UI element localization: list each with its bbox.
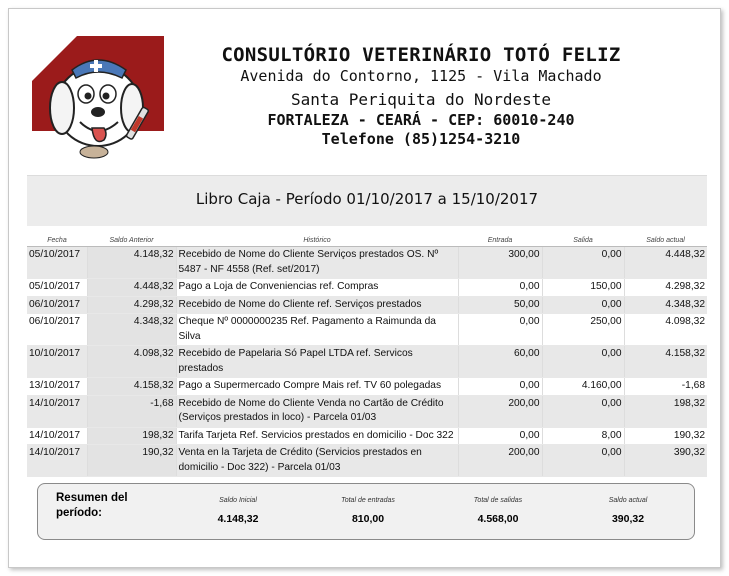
cell-fecha: 05/10/2017 <box>27 247 87 279</box>
summary-saldo-actual-label: Saldo actual <box>608 497 648 504</box>
cell-saldo-anterior: 4.148,32 <box>87 247 176 279</box>
clinic-name: CONSULTÓRIO VETERINÁRIO TOTÓ FELIZ <box>221 44 621 66</box>
cell-salida: 0,00 <box>542 296 624 314</box>
table-row <box>27 296 707 314</box>
clinic-header <box>177 43 665 149</box>
cell-salida: 0,00 <box>542 346 624 378</box>
cell-entrada: 200,00 <box>458 395 542 427</box>
dog-nurse-logo-icon <box>32 36 164 163</box>
cell-salida: 8,00 <box>542 427 624 445</box>
cell-saldo-actual: -1,68 <box>624 378 707 396</box>
cell-fecha: 10/10/2017 <box>27 346 87 378</box>
column-header-fecha: Fecha <box>27 234 87 247</box>
cell-saldo-anterior: 4.098,32 <box>87 346 176 378</box>
table-row <box>27 314 707 346</box>
table-row <box>27 346 707 378</box>
column-header-saldo-actual: Saldo actual <box>624 234 707 247</box>
cell-saldo-actual: 4.098,32 <box>624 314 707 346</box>
table-row <box>27 427 707 445</box>
cell-entrada: 0,00 <box>458 427 542 445</box>
cell-saldo-anterior: 4.448,32 <box>87 279 176 297</box>
cell-saldo-actual: 190,32 <box>624 427 707 445</box>
cell-salida: 0,00 <box>542 395 624 427</box>
cell-historico: Recebido de Papelaria Só Papel LTDA ref. Servicos prestados <box>176 346 458 378</box>
report-title-band <box>27 175 707 226</box>
clinic-address: Avenida do Contorno, 1125 - Vila Machado <box>240 67 602 85</box>
cell-salida: 4.160,00 <box>542 378 624 396</box>
cell-entrada: 200,00 <box>458 445 542 477</box>
summary-saldo-inicial <box>178 497 298 525</box>
cell-historico: Recebido de Nome do Cliente ref. Serviços prestados <box>176 296 458 314</box>
cell-historico: Venta en la Tarjeta de Crédito (Servicios prestados en domicilio - Doc 322) - Parcela 01/03 <box>176 445 458 477</box>
cell-fecha: 05/10/2017 <box>27 279 87 297</box>
cell-entrada: 0,00 <box>458 314 542 346</box>
summary-total-entradas-value: 810,00 <box>351 513 385 525</box>
cell-entrada: 60,00 <box>458 346 542 378</box>
summary-total-entradas <box>308 497 428 525</box>
cell-historico: Pago a Supermercado Compre Mais ref. TV 60 polegadas <box>176 378 458 396</box>
cell-salida: 0,00 <box>542 445 624 477</box>
cell-fecha: 06/10/2017 <box>27 314 87 346</box>
report-page <box>8 8 721 568</box>
cell-entrada: 0,00 <box>458 378 542 396</box>
cell-fecha: 14/10/2017 <box>27 395 87 427</box>
cell-historico: Tarifa Tarjeta Ref. Servicios prestados en domicilio - Doc 322 <box>176 427 458 445</box>
column-header-salida: Salida <box>542 234 624 247</box>
cell-saldo-actual: 390,32 <box>624 445 707 477</box>
cell-saldo-actual: 4.348,32 <box>624 296 707 314</box>
cell-fecha: 14/10/2017 <box>27 427 87 445</box>
clinic-logo <box>32 36 164 163</box>
cell-entrada: 50,00 <box>458 296 542 314</box>
clinic-phone: Telefone (85)1254-3210 <box>321 130 521 148</box>
cell-fecha: 06/10/2017 <box>27 296 87 314</box>
cell-saldo-anterior: 4.158,32 <box>87 378 176 396</box>
cell-entrada: 0,00 <box>458 279 542 297</box>
summary-label: Resumen del período: <box>56 492 128 519</box>
report-title: Libro Caja - Período 01/10/2017 a 15/10/2017 <box>195 190 539 208</box>
summary-total-salidas <box>438 497 558 525</box>
cell-saldo-actual: 4.448,32 <box>624 247 707 279</box>
summary-saldo-actual <box>568 497 688 525</box>
table-row <box>27 279 707 297</box>
report-content <box>27 29 707 551</box>
column-header-saldo-anterior: Saldo Anterior <box>87 234 176 247</box>
cell-salida: 250,00 <box>542 314 624 346</box>
summary-saldo-actual-value: 390,32 <box>611 513 645 525</box>
cell-saldo-actual: 198,32 <box>624 395 707 427</box>
cell-historico: Pago a Loja de Conveniencias ref. Compras <box>176 279 458 297</box>
table-header-row <box>27 234 707 247</box>
summary-total-entradas-label: Total de entradas <box>341 497 395 504</box>
table-row <box>27 395 707 427</box>
summary-total-salidas-value: 4.568,00 <box>477 513 519 525</box>
cell-salida: 0,00 <box>542 247 624 279</box>
cell-saldo-anterior: 190,32 <box>87 445 176 477</box>
cell-fecha: 13/10/2017 <box>27 378 87 396</box>
table-row <box>27 445 707 477</box>
summary-saldo-inicial-value: 4.148,32 <box>217 513 259 525</box>
column-header-entrada: Entrada <box>458 234 542 247</box>
cell-saldo-actual: 4.298,32 <box>624 279 707 297</box>
cell-saldo-anterior: -1,68 <box>87 395 176 427</box>
cell-saldo-actual: 4.158,32 <box>624 346 707 378</box>
period-summary-box <box>37 483 695 540</box>
table-row <box>27 247 707 279</box>
table-row <box>27 378 707 396</box>
cash-book-table <box>27 234 707 477</box>
cell-historico: Recebido de Nome do Cliente Venda no Cartão de Crédito (Serviços prestados in loco) - Parcela 01/03 <box>176 395 458 427</box>
cell-fecha: 14/10/2017 <box>27 445 87 477</box>
cell-saldo-anterior: 198,32 <box>87 427 176 445</box>
clinic-city: FORTALEZA - CEARÁ - CEP: 60010-240 <box>267 111 575 129</box>
cell-salida: 150,00 <box>542 279 624 297</box>
column-header-historico: Histórico <box>176 234 458 247</box>
summary-total-salidas-label: Total de salidas <box>473 497 523 504</box>
cell-entrada: 300,00 <box>458 247 542 279</box>
cell-historico: Recebido de Nome do Cliente Serviços prestados OS. Nº 5487 - NF 4558 (Ref. set/2017) <box>176 247 458 279</box>
cell-saldo-anterior: 4.298,32 <box>87 296 176 314</box>
clinic-district: Santa Periquita do Nordeste <box>290 90 552 109</box>
cell-historico: Cheque Nº 0000000235 Ref. Pagamento a Raimunda da Silva <box>176 314 458 346</box>
cell-saldo-anterior: 4.348,32 <box>87 314 176 346</box>
summary-saldo-inicial-label: Saldo Inicial <box>219 497 257 504</box>
